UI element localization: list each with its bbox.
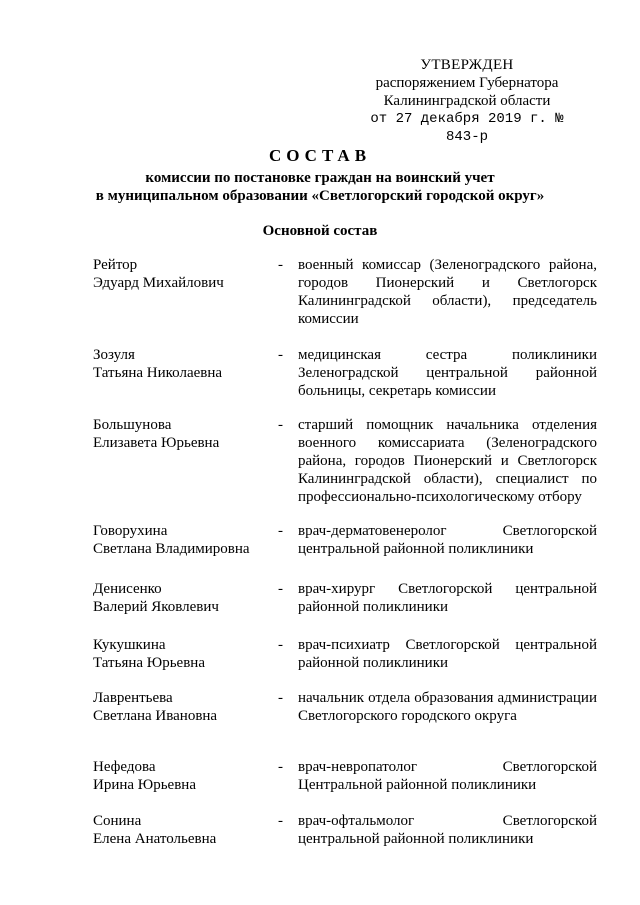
section-title: Основной состав — [262, 223, 378, 239]
member-name — [93, 346, 278, 382]
dash: - — [278, 347, 283, 363]
member-row — [93, 522, 597, 580]
dash: - — [278, 523, 283, 539]
member-name — [93, 636, 278, 672]
member-name — [93, 416, 278, 452]
approval-title: УТВЕРЖДЕН — [420, 57, 514, 73]
member-given-name: Валерий Яковлевич — [93, 599, 219, 615]
member-name — [93, 580, 278, 616]
member-role: медицинская сестра поликлиники Зеленоградской центральной районной больницы, секретарь комиссии — [298, 347, 597, 399]
member-role: старший помощник начальника отделения военного комиссариата (Зеленоградского района, городов Пионерский и Светлогорск Калининградской области), специалист по профессионально-психологическому отбору — [298, 417, 597, 505]
member-role: врач-хирург Светлогорской центральной районной поликлиники — [298, 581, 597, 615]
document-subtitle-2: в муниципальном образовании «Светлогорский городской округ» — [95, 188, 545, 204]
member-row — [93, 256, 597, 346]
member-row — [93, 689, 597, 758]
member-surname: Большунова — [93, 417, 172, 433]
member-role: военный комиссар (Зеленоградского района, городов Пионерский и Светлогорск Калининградской области), председатель комиссии — [298, 257, 597, 327]
member-surname: Рейтор — [93, 257, 138, 273]
dash: - — [278, 759, 283, 775]
member-surname: Кукушкина — [93, 637, 166, 653]
member-surname: Зозуля — [93, 347, 135, 363]
document-title: СОСТАВ — [268, 146, 372, 165]
dash: - — [278, 417, 283, 433]
member-row — [93, 758, 597, 812]
member-row — [93, 636, 597, 689]
member-role: врач-дерматовенеролог Светлогорской центральной районной поликлиники — [298, 523, 597, 557]
dash: - — [278, 690, 283, 706]
member-name — [93, 256, 278, 292]
member-row — [93, 416, 597, 522]
member-surname: Сонина — [93, 813, 142, 829]
member-given-name: Елена Анатольевна — [93, 831, 217, 847]
member-given-name: Светлана Владимировна — [93, 541, 250, 557]
member-row — [93, 812, 597, 852]
member-given-name: Татьяна Николаевна — [93, 365, 223, 381]
member-given-name: Светлана Ивановна — [93, 708, 218, 724]
document-heading — [0, 147, 640, 205]
approval-line-2: Калининградской области — [383, 93, 551, 109]
member-name — [93, 522, 278, 558]
dash: - — [278, 257, 283, 273]
member-surname: Лаврентьева — [93, 690, 173, 706]
dash: - — [278, 813, 283, 829]
member-role: врач-невропатолог Светлогорской Центральной районной поликлиники — [298, 759, 597, 793]
member-surname: Нефедова — [93, 759, 156, 775]
member-role: начальник отдела образования администрации Светлогорского городского округа — [298, 690, 597, 724]
member-name — [93, 758, 278, 794]
member-surname: Денисенко — [93, 581, 162, 597]
dash: - — [278, 581, 283, 597]
members-list — [93, 256, 597, 852]
dash: - — [278, 637, 283, 653]
member-row — [93, 346, 597, 416]
member-given-name: Татьяна Юрьевна — [93, 655, 205, 671]
approval-date: от 27 декабря 2019 г. № 843-р — [370, 111, 564, 145]
member-given-name: Эдуард Михайлович — [93, 275, 224, 291]
document-subtitle-1: комиссии по постановке граждан на воинский учет — [145, 170, 495, 186]
member-name — [93, 689, 278, 725]
member-row — [93, 580, 597, 636]
member-given-name: Ирина Юрьевна — [93, 777, 196, 793]
member-name — [93, 812, 278, 848]
member-surname: Говорухина — [93, 523, 168, 539]
member-given-name: Елизавета Юрьевна — [93, 435, 220, 451]
approval-line-1: распоряжением Губернатора — [375, 75, 559, 91]
member-role: врач-офтальмолог Светлогорской центральной районной поликлиники — [298, 813, 597, 847]
approval-block — [352, 56, 582, 146]
member-role: врач-психиатр Светлогорской центральной районной поликлиники — [298, 637, 597, 671]
